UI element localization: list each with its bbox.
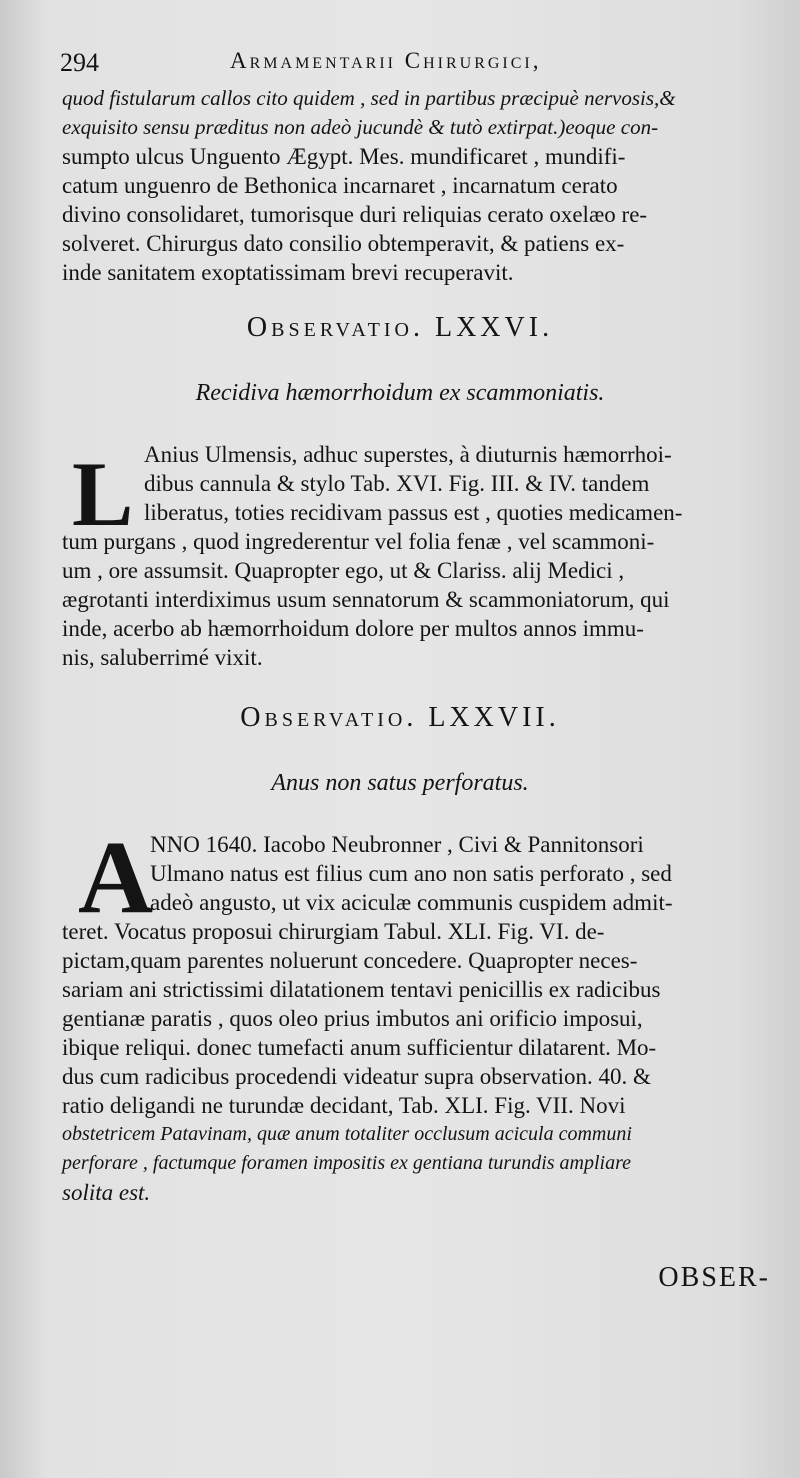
text-line: pictam,quam parentes noluerunt concedere. Quapropter neces- xyxy=(62,948,638,973)
page-header xyxy=(60,42,760,82)
catchword: OBSER- xyxy=(658,1262,770,1293)
observation-76-paragraph xyxy=(62,440,767,672)
observation-77-paragraph xyxy=(62,830,767,1207)
text-line: catum unguenro de Bethonica incarnaret , incarnatum cerato xyxy=(62,173,618,198)
observation-77-subtitle: Anus non satus perforatus. xyxy=(271,770,529,796)
text-line: dibus cannula & stylo Tab. XVI. Fig. III. & IV. tandem xyxy=(144,471,650,496)
text-line: dus cum radicibus procedendi videatur supra observation. 40. & xyxy=(62,1064,651,1089)
text-line: ibique reliqui. donec tumefacti anum sufficientur dilatarent. Mo- xyxy=(62,1035,657,1060)
text-line: nis, saluberrimé vixit. xyxy=(62,645,263,670)
text-line: teret. Vocatus proposui chirurgiam Tabul. XLI. Fig. VI. de- xyxy=(62,919,605,944)
text-line: um , ore assumsit. Quapropter ego, ut & Clariss. alij Medici , xyxy=(62,558,625,583)
text-line: quod fistularum callos cito quidem , sed in partibus præcipuè nervosis,& xyxy=(62,86,676,110)
observation-77-heading: Observatio. LXXVII. xyxy=(240,702,560,733)
text-line: ratio deligandi ne turundæ decidant, Tab. XLI. Fig. VII. Novi xyxy=(62,1093,626,1118)
observation-76-heading: Observatio. LXXVI. xyxy=(246,312,554,343)
text-line: obstetricem Patavinam, quæ anum totaliter occlusum acicula communi xyxy=(62,1123,632,1145)
text-line: exquisito sensu præditus non adeò jucundè & tutò extirpat.)eoque con- xyxy=(62,115,659,139)
text-line: perforare , factumque foramen impositis ex gentiana turundis ampliare xyxy=(62,1152,632,1174)
text-line: ægrotanti interdiximus usum sennatorum & scammoniatorum, qui xyxy=(62,587,670,612)
observation-76-subtitle: Recidiva hæmorrhoidum ex scammoniatis. xyxy=(195,380,605,406)
drop-cap-l: L xyxy=(72,443,134,545)
running-head: Armamentarii Chirurgici, xyxy=(230,48,542,73)
text-line: sariam ani strictissimi dilatationem tentavi penicillis ex radicibus xyxy=(62,977,661,1002)
drop-cap-a: A xyxy=(78,820,154,935)
text-line: tum purgans , quod ingrederentur vel folia fenæ , vel scammoni- xyxy=(62,529,655,554)
text-line: Ulmano natus est filius cum ano non satis perforato , sed xyxy=(150,861,672,886)
text-line: sumpto ulcus Unguento Ægypt. Mes. mundificaret , mundifi- xyxy=(62,144,626,169)
continuation-paragraph xyxy=(62,84,767,287)
text-line: liberatus, toties recidivam passus est , quoties medicamen- xyxy=(144,500,683,525)
text-line: gentianæ paratis , quos oleo prius imbutos ani orificio imposui, xyxy=(62,1006,643,1031)
text-line: NNO 1640. Iacobo Neubronner , Civi & Pannitonsori xyxy=(150,832,644,857)
text-line: inde, acerbo ab hæmorrhoidum dolore per multos annos immu- xyxy=(62,616,644,641)
text-line: solita est. xyxy=(62,1180,151,1205)
text-line: solveret. Chirurgus dato consilio obtemperavit, & patiens ex- xyxy=(62,231,625,256)
text-line: Anius Ulmensis, adhuc superstes, à diuturnis hæmorrhoi- xyxy=(144,442,672,467)
page-number: 294 xyxy=(60,48,99,77)
text-line: inde sanitatem exoptatissimam brevi recuperavit. xyxy=(62,260,514,285)
text-line: adeò angusto, ut vix aciculæ communis cuspidem admit- xyxy=(150,890,673,915)
text-line: divino consolidaret, tumorisque duri reliquias cerato oxelæo re- xyxy=(62,202,648,227)
